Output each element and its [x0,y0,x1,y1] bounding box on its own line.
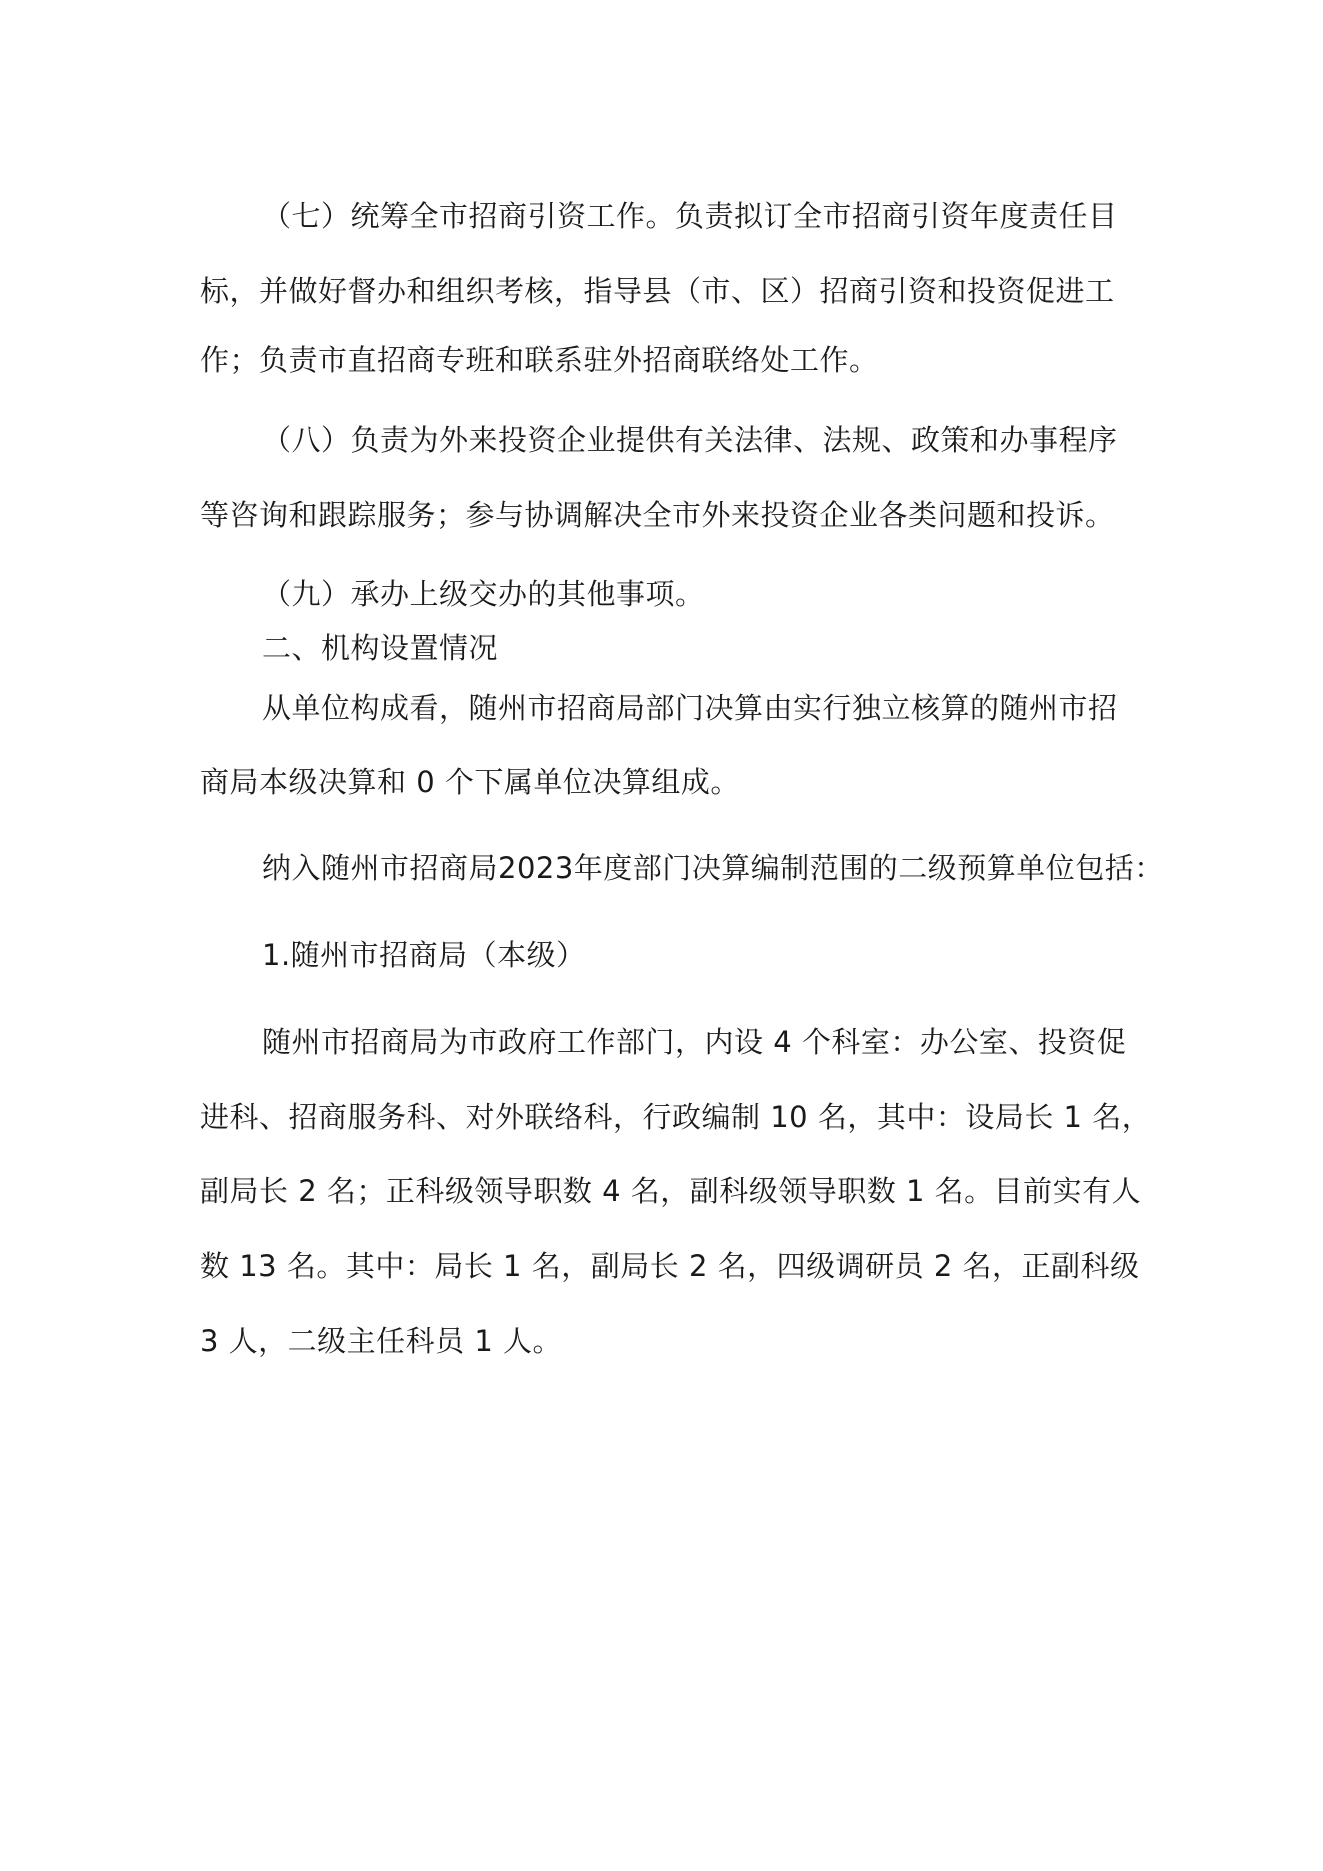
paragraph-7-line-3: 作；负责市直招商专班和联系驻外招商联络处工作。 [200,343,879,377]
section-heading: 二、机构设置情况 [262,631,499,665]
paragraph-8-line-2: 等咨询和跟踪服务；参与协调解决全市外来投资企业各类问题和投诉。 [200,498,1115,532]
paragraph-staffing-line-4: 数 13 名。其中：局长 1 名，副局长 2 名，四级调研员 2 名，正副科级 [200,1249,1140,1283]
paragraph-staffing-line-1: 随州市招商局为市政府工作部门，内设 4 个科室：办公室、投资促 [262,1025,1127,1059]
paragraph-staffing-line-2: 进科、招商服务科、对外联络科，行政编制 10 名，其中：设局长 1 名， [200,1100,1152,1134]
paragraph-9-line-1: （九）承办上级交办的其他事项。 [262,577,705,611]
paragraph-staffing-line-3: 副局长 2 名；正科级领导职数 4 名，副科级领导职数 1 名。目前实有人 [200,1174,1142,1208]
paragraph-8-line-1: （八）负责为外来投资企业提供有关法律、法规、政策和办事程序 [262,423,1118,457]
paragraph-7-line-2: 标，并做好督办和组织考核，指导县（市、区）招商引资和投资促进工 [200,274,1115,308]
paragraph-composition-line-2: 商局本级决算和 0 个下属单位决算组成。 [200,765,740,799]
paragraph-composition-line-1: 从单位构成看，随州市招商局部门决算由实行独立核算的随州市招 [262,691,1118,725]
paragraph-staffing-line-5: 3 人，二级主任科员 1 人。 [200,1324,563,1358]
paragraph-7-line-1: （七）统筹全市招商引资工作。负责拟订全市招商引资年度责任目 [262,199,1118,233]
paragraph-scope: 纳入随州市招商局2023年度部门决算编制范围的二级预算单位包括： [262,851,1164,885]
unit-list-item: 1.随州市招商局（本级） [262,938,586,972]
